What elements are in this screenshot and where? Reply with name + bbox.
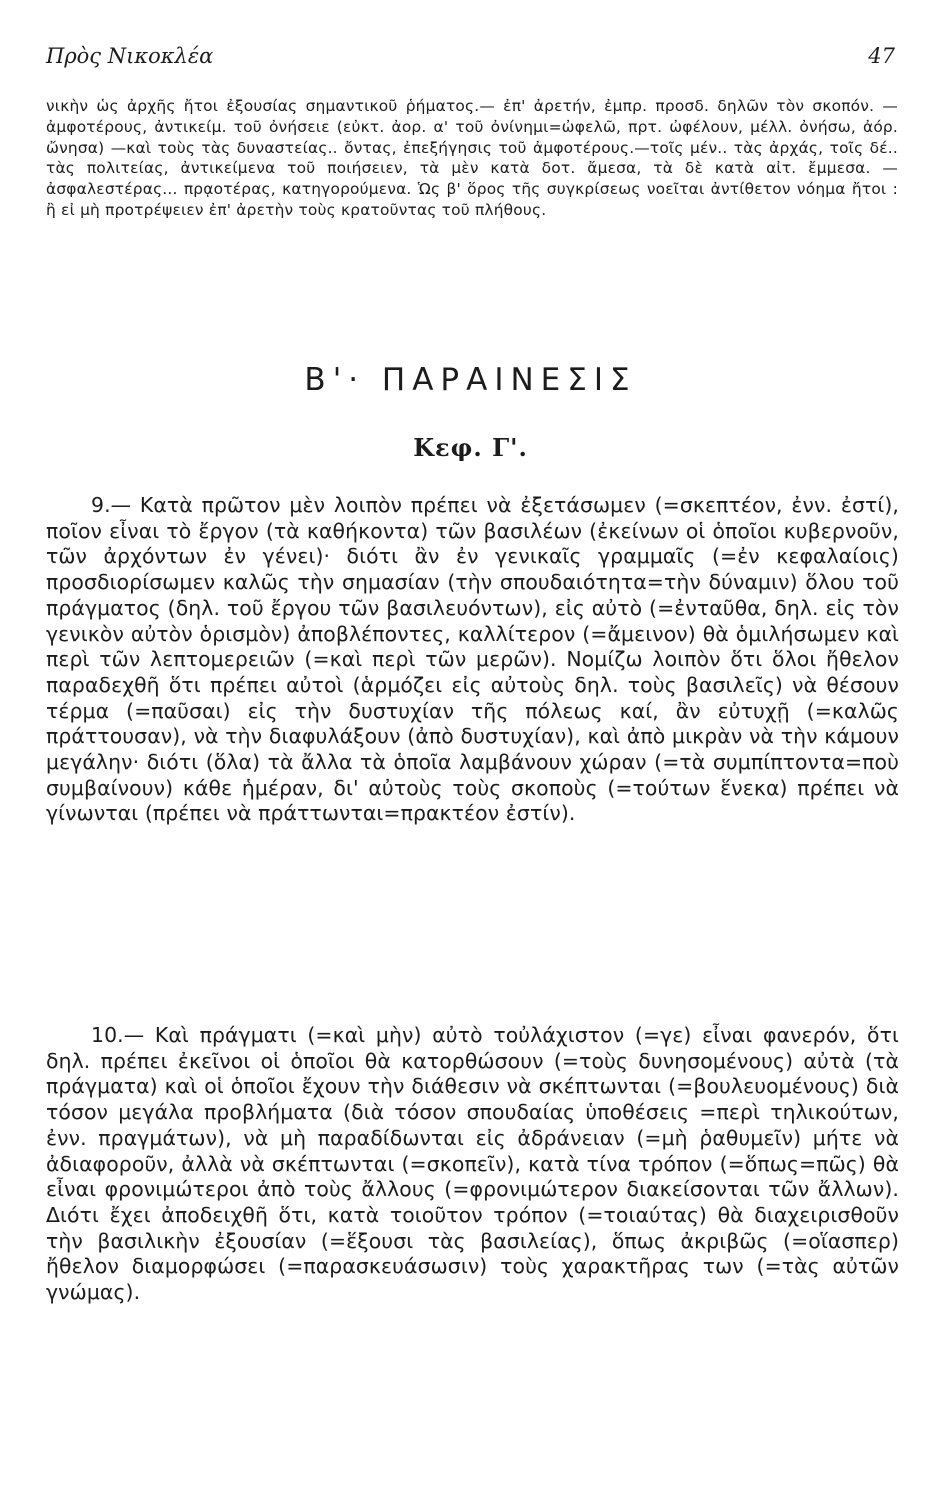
running-title: Πρὸς Νικοκλέα (46, 44, 214, 68)
section-title: Β'· ΠΑΡΑΙΝΕΣΙΣ (304, 362, 637, 398)
paragraph-10 (46, 1023, 899, 1306)
paragraph-10-text: 10.— Καὶ πράγματι (=καὶ μὴν) αὐτὸ τοὐλάχιστον (=γε) εἶναι φανερόν, ὅτι δηλ. πρέπει ἐκεῖνοι οἱ ὁποῖοι θὰ κατορθώσουν (=τοὺς δυνησομένους) αὐτὰ (τὰ πράγματα) καὶ οἱ ὁποῖοι ἔχουν τὴν διάθεσιν νὰ σκέπτωνται (=βουλευομένους) διὰ τόσον μεγάλα προβλήματα (διὰ τόσον σπουδαίας ὑποθέσεις =περὶ τηλικούτων, ἐνν. πραγμάτων), νὰ μὴ παραδίδωνται εἰς ἀδράνειαν (=μὴ ῥαθυμεῖν) μήτε νὰ ἀδιαφοροῦν, ἀλλὰ νὰ σκέπτωνται (=σκοπεῖν), κατὰ τίνα τρόπον (=ὅπως=πῶς) θὰ εἶναι φρονιμώτεροι ἀπὸ τοὺς ἄλλους (=φρονιμώτερον διακείσονται τῶν ἄλλων). Διότι ἔχει ἀποδειχθῆ ὅτι, κατὰ τοιοῦτον τρόπον (=τοιαύτας) θὰ διαχειρισθοῦν τὴν βασιλικὴν ἐξουσίαν (=ἕξουσι τὰς βασιλείας), ὅπως ἀκριβῶς (=οἵασπερ) ἤθελον διαμορφώσει (=παρασκευάσωσιν) τοὺς χαρακτῆρας των (=τὰς αὐτῶν γνώμας). (46, 1023, 899, 1305)
chapter-title: Κεφ. Γ'. (413, 433, 528, 462)
paragraph-9 (46, 493, 899, 827)
commentary-notes (46, 96, 898, 221)
paragraph-9-text: 9.— Κατὰ πρῶτον μὲν λοιπὸν πρέπει νὰ ἐξετάσωμεν (=σκεπτέον, ἐνν. ἐστί), ποῖον εἶναι τὸ ἔργον (τὰ καθήκοντα) τῶν βασιλέων (ἐκείνων οἱ ὁποῖοι κυβερνοῦν, τῶν ἀρχόντων ἐν γένει)· διότι ἂν ἐν γενικαῖς γραμμαῖς (=ἐν κεφαλαίοις) προσδιορίσωμεν καλῶς τὴν σημασίαν (τὴν σπουδαιότητα=τὴν δύναμιν) ὅλου τοῦ πράγματος (δηλ. τοῦ ἔργου τῶν βασιλευόντων), εἰς αὐτὸ (=ἐνταῦθα, δηλ. εἰς τὸν γενικὸν αὐτὸν ὁρισμὸν) ἀποβλέποντες, καλλίτερον (=ἄμεινον) θὰ ὁμιλήσωμεν καὶ περὶ τῶν λεπτομερειῶν (=καὶ περὶ τῶν μερῶν). Νομίζω λοιπὸν ὅτι ὅλοι ἤθελον παραδεχθῆ ὅτι πρέπει αὐτοὶ (ἁρμόζει εἰς αὐτοὺς δηλ. τοὺς βασιλεῖς) νὰ θέσουν τέρμα (=παῦσαι) εἰς τὴν δυστυχίαν τῆς πόλεως καί, ἂν εὐτυχῇ (=καλῶς πράττουσαν), νὰ τὴν διαφυλάξουν (ἀπὸ δυστυχίαν), καὶ ἀπὸ μικρὰν νὰ τὴν κάμουν μεγάλην· διότι (ὅλα) τὰ ἄλλα τὰ ὁποῖα λαμβάνουν χώραν (=τὰ συμπίπτοντα=ποὺ συμβαίνουν) κάθε ἡμέραν, δι' αὐτοὺς τοὺς σκοποὺς (=τούτων ἕνεκα) πρέπει νὰ γίνωνται (πρέπει νὰ πράττωνται=πρακτέον ἐστίν). (46, 493, 899, 826)
page-header (46, 44, 895, 74)
page-number: 47 (868, 44, 895, 68)
notes-text: νικὴν ὡς ἀρχῆς ἤτοι ἐξουσίας σημαντικοῦ ῥήματος.— ἐπ' ἀρετήν, ἐμπρ. προσδ. δηλῶν τὸν σκοπόν. — ἀμφοτέρους, ἀντικείμ. τοῦ ὀνήσειε (εὐκτ. ἀορ. α' τοῦ ὀνίνημι=ὠφελῶ, πρτ. ὠφέλουν, μέλλ. ὀνήσω, ἀόρ. ὤνησα) —καὶ τοὺς τὰς δυναστείας.. ὄντας, ἐπεξήγησις τοῦ ἀμφοτέρους.—τοῖς μέν.. τὰς ἀρχάς, τοῖς δέ.. τὰς πολιτείας, ἀντικείμενα τοῦ ποιήσειεν, τὰ μὲν κατὰ δοτ. ἄμεσα, τὰ δὲ κατὰ αἰτ. ἔμμεσα. — ἀσφαλεστέρας... πρᾳοτέρας, κατηγορούμενα. Ὡς β' ὅρος τῆς συγκρίσεως νοεῖται ἀντίθετον νόημα ἤτοι : ἢ εἰ μὴ προτρέψειεν ἐπ' ἀρετὴν τοὺς κρατοῦντας τοῦ πλήθους. (46, 97, 898, 219)
